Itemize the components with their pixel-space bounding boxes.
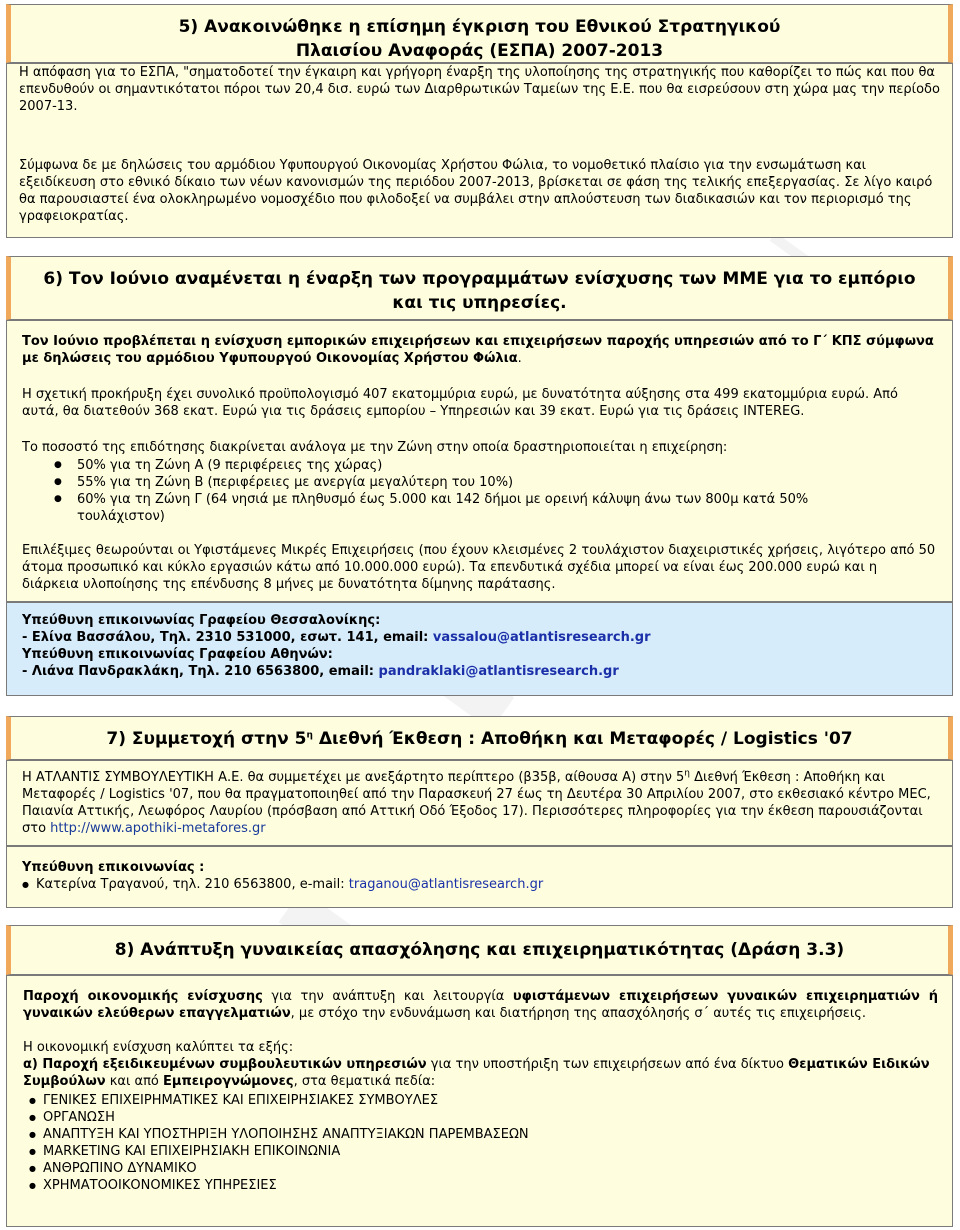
- section6-contacts-box: [6, 602, 953, 696]
- section8-bold-3: α) Παροχή εξειδικευμένων συμβουλευτικών υπηρεσιών: [23, 1057, 427, 1072]
- section8-bold-5: Εμπειρογνώμονες: [163, 1074, 294, 1089]
- section7-text-post: Διεθνή Έκθεση : Αποθήκη και Μεταφορές / Logistics '07, που θα πραγματοποιηθεί από την Παρασκευή 27 έως τη Δευτέρα 30 Απριλίου 2007, στο εκθεσιακό κέντρο MEC, Παιανία Αττικής, Λεωφόρος Λαυρίου (πρόσβαση από Αττική Οδό Έξοδος 17). Περισσότερες πληροφορίες για την έκθεση παρουσιάζονται στο: [22, 770, 931, 836]
- section7-contacts-box: [6, 846, 953, 908]
- section8-text-3: για την υποστήριξη των επιχειρήσεων από ένα δίκτυο: [426, 1057, 789, 1072]
- list-item: ● ΧΡΗΜΑΤΟΟΙΚΟΝΟΜΙΚΕΣ ΥΠΗΡΕΣΙΕΣ: [29, 1177, 938, 1194]
- section6-lead-end: .: [517, 351, 522, 366]
- section8-bold-2: υφιστάμενων επιχειρήσεων γυναικών επιχειρηματιών ή γυναικών ελεύθερων επαγγελματιών: [23, 989, 938, 1021]
- list-item: ● 55% για τη Ζώνη Β (περιφέρειες με ανεργία μεγαλύτερη του 10%): [22, 474, 892, 491]
- section7-contact-list: [22, 876, 938, 893]
- section5-body: [6, 63, 953, 238]
- section7-text-sup: η: [684, 768, 690, 779]
- list-item: ● ΟΡΓΑΝΩΣΗ: [29, 1109, 938, 1126]
- section5-title: 5) Ανακοινώθηκε η επίσημη έγκριση του Εθνικού Στρατηγικού Πλαισίου Αναφοράς (ΕΣΠΑ) 2007-2013: [178, 17, 781, 61]
- athens-email-link[interactable]: pandraklaki@atlantisresearch.gr: [378, 664, 619, 679]
- list-item: ● 50% για τη Ζώνη Α (9 περιφέρειες της χώρας): [22, 457, 892, 474]
- section7-title-pre: 7) Συμμετοχή στην 5: [106, 729, 307, 749]
- thessaloniki-contact-line: [22, 629, 938, 646]
- section6-lead: [22, 333, 938, 367]
- section8-paragraph-3: [23, 1056, 938, 1090]
- athens-contact-label: Υπεύθυνη επικοινωνίας Γραφείου Αθηνών:: [22, 647, 333, 662]
- section6-lead-text: Τον Ιούνιο προβλέπεται η ενίσχυση εμπορικών επιχειρήσεων και επιχειρήσεων παροχής υπηρεσιών από το Γ΄ ΚΠΣ σύμφωνα με δηλώσεις του αρμόδιου Υφυπουργού Οικονομίας Χρήστου Φώλια: [22, 334, 934, 366]
- section7-title-box: [6, 716, 953, 760]
- section8-paragraph-1: [23, 988, 938, 1022]
- section7-title-sup: η: [306, 730, 313, 741]
- section8-text-2: , με στόχο την ενδυνάμωση και διατήρηση της απασχόλησής σ΄ αυτές τις επιχειρήσεις.: [290, 1006, 866, 1021]
- thessaloniki-contact-label: Υπεύθυνη επικοινωνίας Γραφείου Θεσσαλονίκης:: [22, 613, 381, 628]
- section5-title-box: [6, 4, 953, 63]
- section6-title: 6) Τον Ιούνιο αναμένεται η έναρξη των προγραμμάτων ενίσχυσης των ΜΜΕ για το εμπόριο και τις υπηρεσίες.: [43, 269, 916, 313]
- thessaloniki-contact-text: - Ελίνα Βασσάλου, Τηλ. 2310 531000, εσωτ. 141, email:: [22, 630, 433, 645]
- list-item: ● MARKETING ΚΑΙ ΕΠΙΧΕΙΡΗΣΙΑΚΗ ΕΠΙΚΟΙΝΩΝΙΑ: [29, 1143, 938, 1160]
- list-item: ● 60% για τη Ζώνη Γ (64 νησιά με πληθυσμό έως 5.000 και 142 δήμοι με ορεινή κάλυψη άνω των 800μ κατά 50% τουλάχιστον): [22, 491, 892, 525]
- section6-paragraph-3: Επιλέξιμες θεωρούνται οι Υφιστάμενες Μικρές Επιχειρήσεις (που έχουν κλεισμένες 2 τουλάχιστον διαχειριστικές χρήσεις, λιγότερο από 50 άτομα προσωπικό και κύκλο εργασιών κάτω από 10.000.000 ευρώ). Τα επενδυτικά σχέδια μπορεί να είναι έως 200.000 ευρώ και η διάρκεια υλοποίησης της επένδυσης 8 μήνες με δυνατότητα δίμηνης παράτασης.: [22, 543, 936, 592]
- athens-contact-text: - Λιάνα Πανδρακλάκη, Τηλ. 210 6563800, email:: [22, 664, 379, 679]
- section8-text-4: και από: [105, 1074, 164, 1089]
- thematic-fields-list: [29, 1092, 938, 1194]
- section6-paragraph-1: Η σχετική προκήρυξη έχει συνολικό προϋπολογισμό 407 εκατομμύρια ευρώ, με δυνατότητα αύξησης στα 499 εκατομμύρια ευρώ. Από αυτά, θα διατεθούν 368 εκατ. Ευρώ για τις δράσεις εμπορίου – Υπηρεσιών και 39 εκατ. Ευρώ για τις δράσεις INTEREG.: [22, 387, 898, 419]
- exhibition-website-link[interactable]: http://www.apothiki-metafores.gr: [50, 821, 266, 836]
- section8-bold-1: Παροχή οικονομικής ενίσχυσης: [23, 989, 263, 1004]
- list-item: [22, 876, 938, 893]
- section7-title-post: Διεθνή Έκθεση : Αποθήκη και Μεταφορές / Logistics '07: [312, 729, 853, 749]
- list-item: ● ΑΝΘΡΩΠΙΝΟ ΔΥΝΑΜΙΚΟ: [29, 1160, 938, 1177]
- section7-body: [6, 760, 953, 846]
- section8-text-1: για την ανάπτυξη και λειτουργία: [262, 989, 513, 1004]
- zone-list: [22, 457, 892, 525]
- contacts-content: [22, 612, 938, 680]
- section8-paragraph-2: Η οικονομική ενίσχυση καλύπτει τα εξής:: [23, 1040, 294, 1055]
- section7-paragraph: [22, 769, 938, 837]
- list-item: ● ΓΕΝΙΚΕΣ ΕΠΙΧΕΙΡΗΜΑΤΙΚΕΣ ΚΑΙ ΕΠΙΧΕΙΡΗΣΙΑΚΕΣ ΣΥΜΒΟΥΛΕΣ: [29, 1092, 938, 1109]
- section8-body: [6, 975, 953, 1227]
- section7-text-pre: Η ΑΤΛΑΝΤΙΣ ΣΥΜΒΟΥΛΕΥΤΙΚΗ Α.Ε. θα συμμετέχει με ανεξάρτητο περίπτερο (β35β, αίθουσα Α) στην 5: [22, 770, 685, 785]
- section6-title-box: [6, 256, 953, 320]
- thessaloniki-email-link[interactable]: vassalou@atlantisresearch.gr: [432, 630, 651, 645]
- section5-paragraph-1: Η απόφαση για το ΕΣΠΑ, "σηματοδοτεί την έγκαιρη και γρήγορη έναρξη της υλοποίησης της στρατηγικής που καθορίζει το πώς και που θα επενδυθούν οι σημαντικότατοι πόροι των 20,4 δισ. ευρώ των Διαρθρωτικών Ταμείων της Ε.Ε. που θα εισρεύσουν στη χώρα μας την περίοδο 2007-13.: [19, 65, 940, 114]
- athens-contact-line: [22, 663, 938, 680]
- section8-text-5: , στα θεματικά πεδία:: [293, 1074, 436, 1089]
- section6-body: [6, 320, 953, 602]
- traganou-email-link[interactable]: traganou@atlantisresearch.gr: [348, 877, 544, 892]
- section7-contact-label: Υπεύθυνη επικοινωνίας :: [22, 860, 205, 875]
- section8-title: 8) Ανάπτυξη γυναικείας απασχόλησης και επιχειρηματικότητας (Δράση 3.3): [114, 940, 845, 960]
- list-item: ● ΑΝΑΠΤΥΞΗ ΚΑΙ ΥΠΟΣΤΗΡΙΞΗ ΥΛΟΠΟΙΗΣΗΣ ΑΝΑΠΤΥΞΙΑΚΩΝ ΠΑΡΕΜΒΑΣΕΩΝ: [29, 1126, 938, 1143]
- section6-paragraph-2: Το ποσοστό της επιδότησης διακρίνεται ανάλογα με την Ζώνη στην οποία δραστηριοποιείται η επιχείρηση:: [22, 440, 728, 455]
- section5-paragraph-2: Σύμφωνα δε με δηλώσεις του αρμόδιου Υφυπουργού Οικονομίας Χρήστου Φώλια, το νομοθετικό πλαίσιο για την ενσωμάτωση και εξειδίκευση στο εθνικό δίκαιο των νέων κανονισμών της περιόδου 2007-2013, βρίσκεται σε φάση της τελικής επεξεργασίας. Σε λίγο καιρό θα παρουσιαστεί ένα ολοκληρωμένο νομοσχέδιο που φιλοδοξεί να συμβάλει στην απλούστευση των διαδικασιών και τον περιορισμό της γραφειοκρατίας.: [19, 158, 933, 224]
- section8-title-box: [6, 925, 953, 975]
- section8-bold-4: Θεματικών Ειδικών Συμβούλων: [23, 1057, 930, 1089]
- section7-title: [11, 717, 948, 751]
- section7-contacts-content: [22, 859, 938, 893]
- section7-contact-text: Κατερίνα Τραγανού, τηλ. 210 6563800, e-mail:: [36, 877, 349, 892]
